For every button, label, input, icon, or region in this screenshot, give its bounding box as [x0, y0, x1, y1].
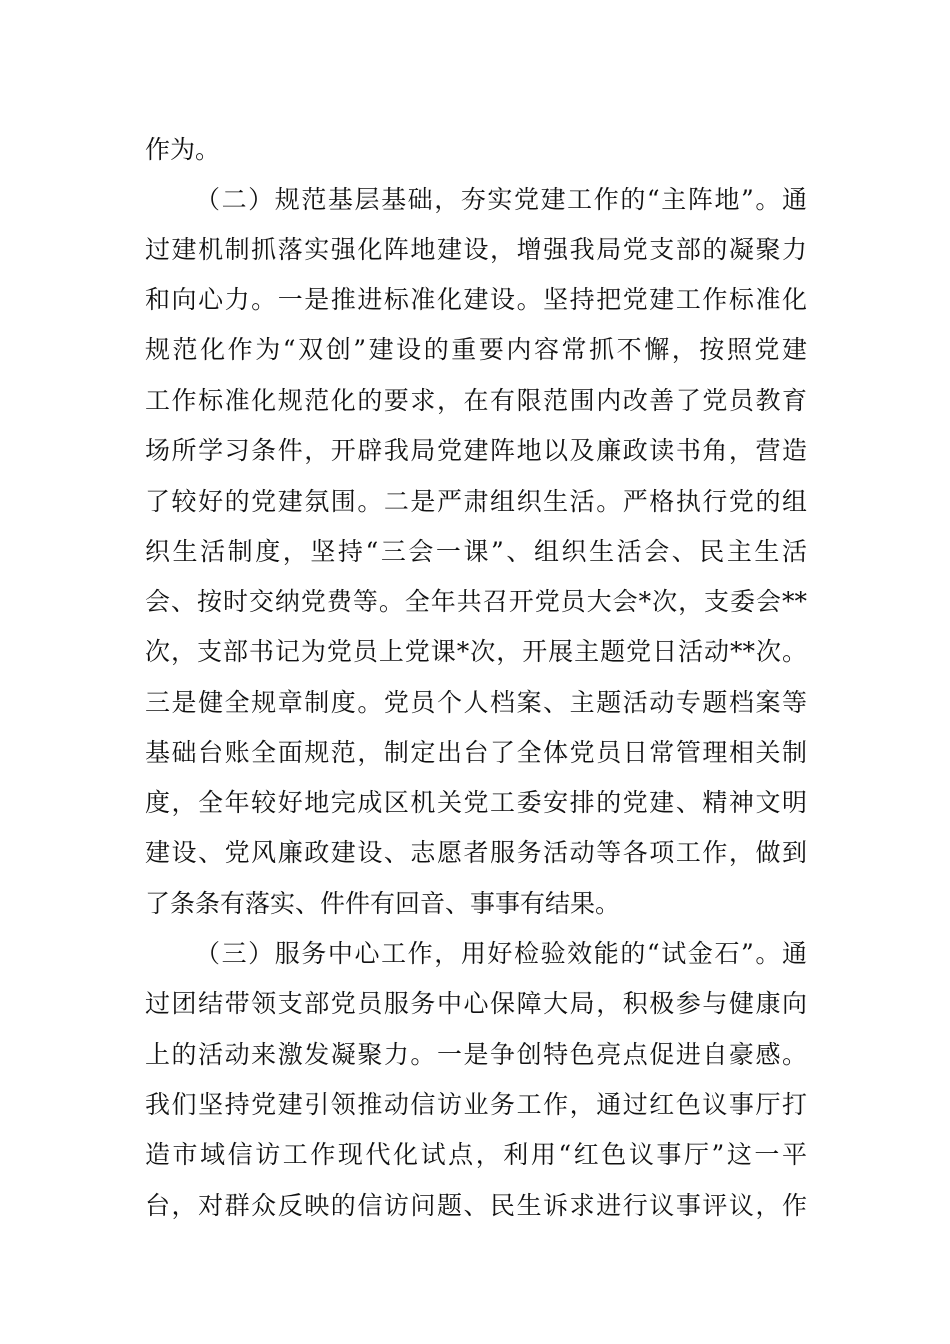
- text-line: 造市域信访工作现代化试点，利用“红色议事厅”这一平: [145, 1140, 807, 1169]
- text-line: 作为。: [145, 135, 221, 164]
- text-line: 织生活制度，坚持“三会一课”、组织生活会、民主生活: [145, 537, 807, 566]
- paragraph-heading-2: （二）规范基层基础，夯实党建工作的“主阵地”。通: [195, 185, 807, 214]
- text-line: 会、按时交纳党费等。全年共召开党员大会*次，支委会**: [145, 587, 807, 616]
- text-line: 上的活动来激发凝聚力。一是争创特色亮点促进自豪感。: [145, 1040, 807, 1069]
- text-line: 了较好的党建氛围。二是严肃组织生活。严格执行党的组: [145, 487, 807, 516]
- text-line: 规范化作为“双创”建设的重要内容常抓不懈，按照党建: [145, 335, 807, 364]
- text-line: 工作标准化规范化的要求，在有限范围内改善了党员教育: [145, 386, 807, 415]
- text-line: 了条条有落实、件件有回音、事事有结果。: [145, 889, 621, 918]
- text-line: 次，支部书记为党员上党课*次，开展主题党日活动**次。: [145, 637, 807, 666]
- text-line: 度，全年较好地完成区机关党工委安排的党建、精神文明: [145, 788, 807, 817]
- text-line: 和向心力。一是推进标准化建设。坚持把党建工作标准化: [145, 285, 807, 314]
- paragraph-heading-3: （三）服务中心工作，用好检验效能的“试金石”。通: [195, 939, 807, 968]
- text-line: 建设、党风廉政建设、志愿者服务活动等各项工作，做到: [145, 838, 807, 867]
- text-line: 过团结带领支部党员服务中心保障大局，积极参与健康向: [145, 989, 807, 1018]
- text-line: 基础台账全面规范，制定出台了全体党员日常管理相关制: [145, 738, 807, 767]
- text-line: 台，对群众反映的信访问题、民生诉求进行议事评议，作: [145, 1191, 807, 1220]
- text-line: 三是健全规章制度。党员个人档案、主题活动专题档案等: [145, 688, 807, 717]
- text-line: 场所学习条件，开辟我局党建阵地以及廉政读书角，营造: [145, 436, 807, 465]
- text-line: 过建机制抓落实强化阵地建设，增强我局党支部的凝聚力: [145, 235, 807, 264]
- text-line: 我们坚持党建引领推动信访业务工作，通过红色议事厅打: [145, 1090, 807, 1119]
